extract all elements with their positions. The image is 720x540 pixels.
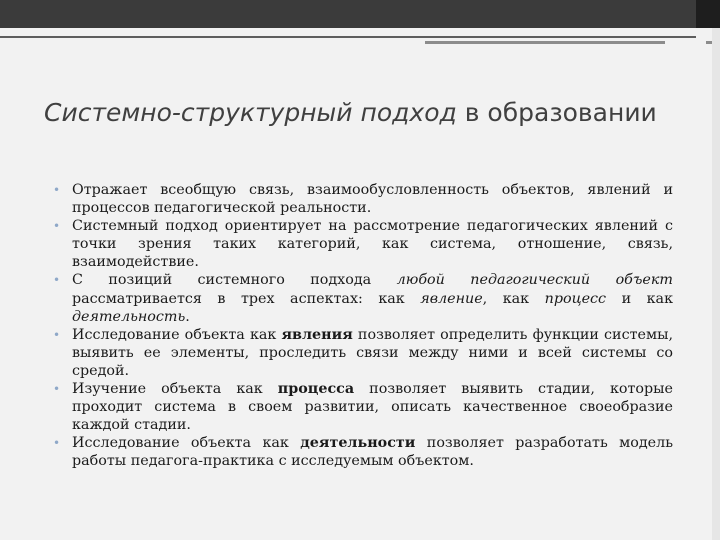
slide-title	[44, 94, 684, 131]
bullet-marker: •	[53, 219, 61, 234]
bullet-marker: •	[53, 183, 61, 197]
bullet-item	[53, 217, 673, 271]
bullet-marker: •	[53, 382, 61, 397]
header-corner	[696, 0, 720, 28]
bullet-text: , как	[482, 290, 545, 307]
bullet-text: позволяет определить функции системы, выявить ее элементы, проследить связи между ними и всей системы со средой.	[72, 326, 673, 379]
bullet-list	[53, 181, 673, 471]
bullet-text: .	[185, 308, 190, 325]
bullet-text: Системный подход ориентирует на рассмотрение педагогических явлений с точки зрения таких категорий, как система, отношение, связь, взаимодействие.	[72, 218, 673, 271]
bullet-text: Отражает всеобщую связь, взаимообусловленность объектов, явлений и процессов педагогической реальности.	[72, 182, 673, 217]
slide-edge	[712, 28, 720, 540]
bullet-item	[53, 181, 673, 217]
bullet-item	[53, 326, 673, 380]
bullet-marker: •	[53, 273, 61, 288]
bullet-text: позволяет выявить стадии, которые проходит система в своем развитии, описать качественное своеобразие каждой стадии.	[72, 381, 674, 434]
bullet-emphasis: явление	[420, 290, 483, 307]
bullet-text: Изучение объекта как	[72, 381, 278, 398]
accent-rule	[425, 41, 665, 44]
bullet-text: рассматривается в трех аспектах: как	[72, 290, 421, 307]
bullet-bold: процесса	[277, 381, 355, 398]
bullet-marker: •	[53, 327, 61, 342]
bullet-text: и как	[606, 290, 674, 307]
bullet-emphasis: любой педагогический объект	[396, 272, 673, 289]
bullet-item	[53, 380, 673, 434]
title-italic: Системно-структурный подход	[44, 98, 457, 127]
title-rest: в образовании	[456, 98, 657, 127]
bullet-marker: •	[53, 436, 61, 451]
bullet-text: С позиций системного подхода	[72, 272, 397, 289]
bullet-item	[53, 434, 673, 470]
bullet-item	[53, 271, 673, 325]
header-rule	[0, 36, 696, 38]
bullet-bold: деятельности	[300, 435, 416, 452]
bullet-bold: явления	[281, 326, 353, 343]
bullet-text: позволяет разработать модель работы педагога-практика с исследуемым объектом.	[72, 435, 674, 470]
header-bar	[0, 0, 696, 28]
bullet-emphasis: процесс	[544, 290, 607, 307]
bullet-text: Исследование объекта как	[72, 326, 282, 343]
bullet-text: Исследование объекта как	[72, 435, 301, 452]
bullet-emphasis: деятельность	[72, 308, 186, 325]
